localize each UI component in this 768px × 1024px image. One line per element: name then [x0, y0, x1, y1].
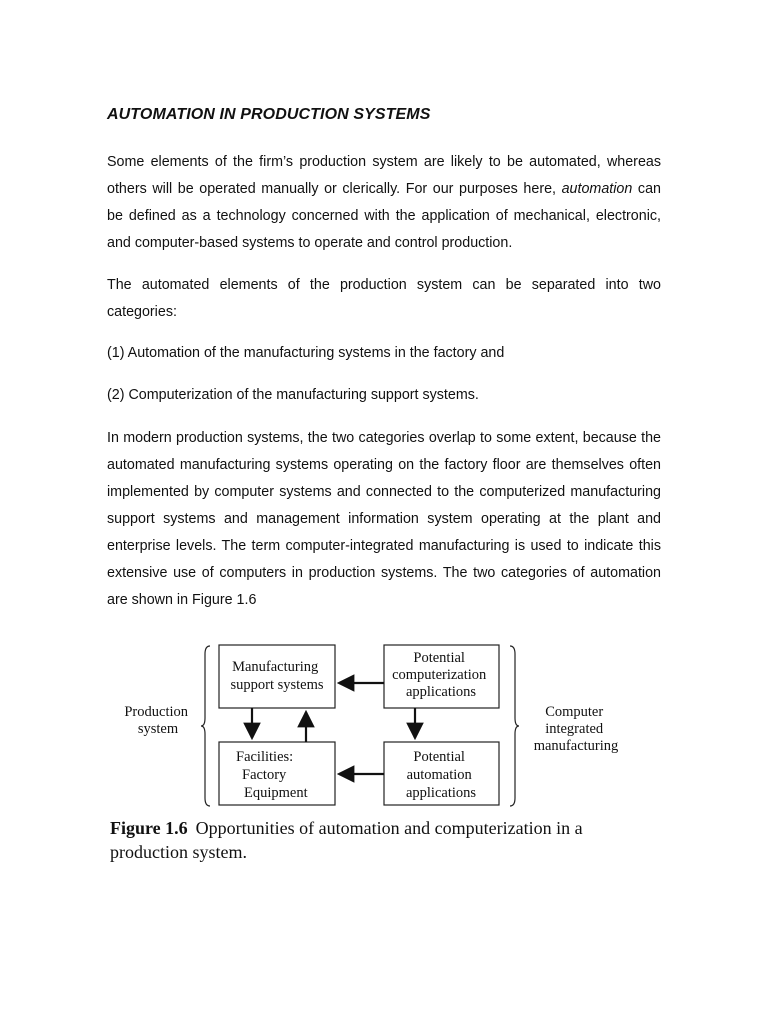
potential-automation-line-3: applications: [405, 785, 477, 801]
left-brace: [201, 646, 210, 806]
potential-automation-line-1: Potential: [413, 749, 465, 765]
figure-caption-text: Opportunities of automation and computerization in a production system.: [110, 818, 583, 862]
manufacturing-support-line-2: support systems: [230, 677, 324, 693]
right-brace: [510, 646, 519, 806]
facilities-line-2: Factory: [242, 767, 287, 783]
intro-text-start: Some elements of the firm’s production system are likely to be automated, whereas others will be operated manually or clerically. For our purposes here,: [107, 154, 661, 197]
overlap-paragraph: In modern production systems, the two categories overlap to some extent, because the automated manufacturing systems operating on the factory floor are themselves often implemented by computer systems and connected to the computerized manufacturing support systems and management information system operating at the plant and enterprise levels. The term computer-integrated manufacturing is used to indicate this extensive use of computers in production systems. The two categories of automation are shown in Figure 1.6: [107, 430, 661, 608]
potential-computerization-line-3: applications: [405, 684, 477, 700]
cim-line-1: Computer: [545, 704, 604, 720]
potential-automation-line-2: automation: [406, 767, 472, 783]
manufacturing-support-box: [219, 645, 335, 708]
facilities-line-1: Facilities:: [236, 749, 294, 765]
production-system-line-2: system: [137, 721, 179, 737]
potential-automation-label: [406, 749, 476, 801]
facilities-line-3: Equipment: [244, 785, 308, 801]
potential-computerization-line-1: Potential: [413, 650, 465, 666]
intro-text-end: can be defined as a technology concerned with the application of mechanical, electronic, and computer-based systems to operate and control production.: [107, 181, 661, 251]
categories-paragraph: The automated elements of the production system can be separated into two categories:: [107, 277, 661, 320]
computer-integrated-manufacturing-label: [534, 704, 619, 754]
category-item-1: (1) Automation of the manufacturing systems in the factory and: [107, 345, 505, 361]
figure-1-6: [110, 636, 650, 876]
facilities-box: [219, 742, 335, 805]
production-system-diagram: [110, 636, 650, 816]
document-title: AUTOMATION IN PRODUCTION SYSTEMS: [107, 106, 431, 123]
potential-computerization-line-2: computerization: [392, 667, 487, 683]
production-system-line-1: Production: [124, 704, 189, 720]
category-item-2: (2) Computerization of the manufacturing support systems.: [107, 387, 479, 403]
automation-term: automation: [561, 181, 633, 197]
manufacturing-support-line-1: Manufacturing: [232, 659, 319, 675]
figure-caption-label: Figure 1.6: [110, 818, 188, 838]
potential-automation-box: [384, 742, 499, 805]
cim-line-3: manufacturing: [533, 738, 619, 754]
figure-caption: [110, 816, 650, 864]
potential-computerization-box: [384, 645, 499, 708]
cim-line-2: integrated: [545, 721, 604, 737]
intro-paragraph: [107, 149, 661, 257]
production-system-label: [124, 704, 191, 737]
